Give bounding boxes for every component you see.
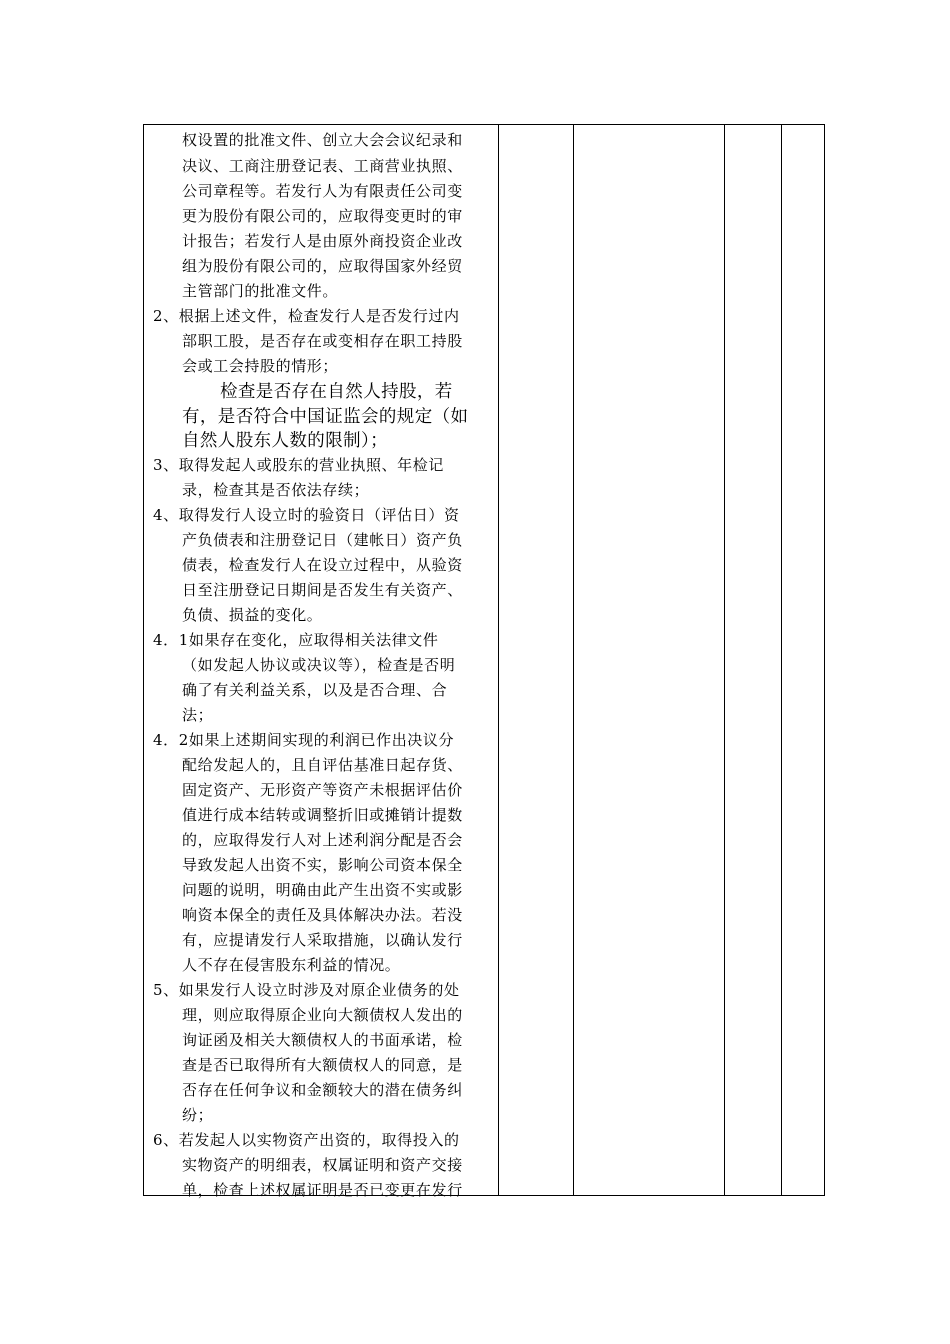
column-divider [498,125,499,1195]
list-item-3: 3、取得发起人或股东的营业执照、年检记 [153,456,444,474]
text-line: 理，则应取得原企业向大额债权人发出的 [182,1006,463,1024]
text-line: 导致发起人出资不实，影响公司资本保全 [182,856,463,874]
text-line: 自然人股东人数的限制）； [182,431,389,451]
text-line: 人不存在侵害股东利益的情况。 [182,956,401,974]
column-divider [724,125,725,1195]
text-line: 计报告；若发行人是由原外商投资企业改 [182,232,463,250]
text-line: 录，检查其是否依法存续； [182,481,370,499]
text-line: 部职工股，是否存在或变相存在职工持股 [182,332,463,350]
list-item-2: 2、根据上述文件，检查发行人是否发行过内 [153,307,460,325]
text-line: 纷； [182,1106,214,1124]
text-line: 查是否已取得所有大额债权人的同意，是 [182,1056,463,1074]
text-line: 更为股份有限公司的，应取得变更时的审 [182,207,463,225]
text-line: 实物资产的明细表，权属证明和资产交接 [182,1156,463,1174]
text-line: 日至注册登记日期间是否发生有关资产、 [182,581,463,599]
text-line: 会或工会持股的情形； [182,357,339,375]
list-item-5: 5、如果发行人设立时涉及对原企业债务的处 [153,981,460,999]
text-line: 主管部门的批准文件。 [182,282,339,300]
list-item-4: 4、取得发行人设立时的验资日（评估日）资 [153,506,460,524]
text-line: 负债、损益的变化。 [182,606,323,624]
text-line: 问题的说明，明确由此产生出资不实或影 [182,881,463,899]
list-item-4-1: 4．1如果存在变化，应取得相关法律文件 [153,631,439,649]
text-line: 否存在任何争议和金额较大的潜在债务纠 [182,1081,463,1099]
text-line: 固定资产、无形资产等资产未根据评估价 [182,781,463,799]
text-line: 组为股份有限公司的，应取得国家外经贸 [182,257,463,275]
text-line: 确了有关利益关系，以及是否合理、合 [182,681,448,699]
checklist-table [143,124,825,1199]
text-line: 检查是否存在自然人持股，若 [220,382,453,402]
text-line: 值进行成本结转或调整折旧或摊销计提数 [182,806,463,824]
text-line: 响资本保全的责任及具体解决办法。若没 [182,906,463,924]
text-line: 单，检查上述权属证明是否已变更在发行 [182,1181,463,1199]
column-divider [781,125,782,1195]
procedure-cell [144,125,500,1199]
column-divider [573,125,574,1195]
text-line: 法； [182,706,214,724]
text-line: 配给发起人的，且自评估基准日起存货、 [182,756,463,774]
text-line: 有，是否符合中国证监会的规定（如 [182,407,469,427]
text-line: 决议、工商注册登记表、工商营业执照、 [182,157,463,175]
text-line: 的，应取得发行人对上述利润分配是否会 [182,831,463,849]
list-item-6: 6、若发起人以实物资产出资的，取得投入的 [153,1131,460,1149]
text-line: 产负债表和注册登记日（建帐日）资产负 [182,531,463,549]
text-line: 有，应提请发行人采取措施，以确认发行 [182,931,463,949]
list-item-4-2: 4．2如果上述期间实现的利润已作出决议分 [153,731,455,749]
text-line: 债表，检查发行人在设立过程中，从验资 [182,556,463,574]
text-line: 公司章程等。若发行人为有限责任公司变 [182,182,463,200]
text-line: 询证函及相关大额债权人的书面承诺，检 [182,1031,463,1049]
text-line: 权设置的批准文件、创立大会会议纪录和 [182,131,463,149]
text-line: （如发起人协议或决议等），检查是否明 [182,656,456,674]
